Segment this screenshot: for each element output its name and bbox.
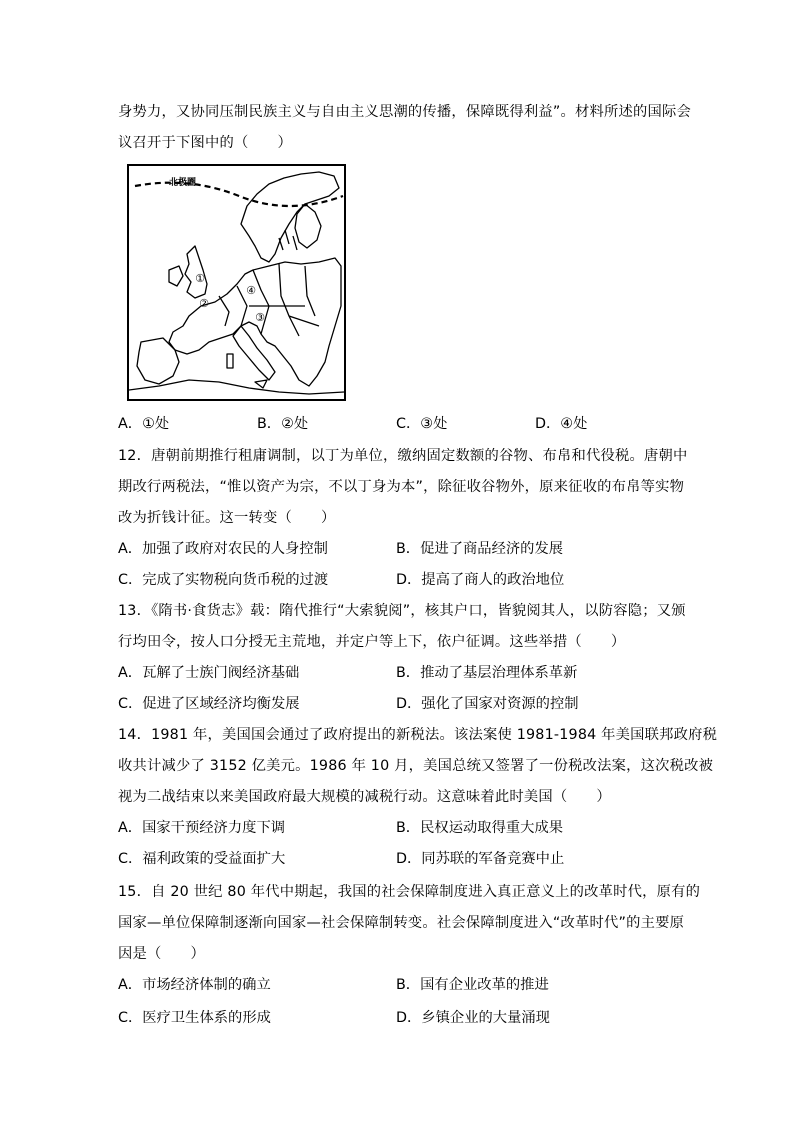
arctic-circle-line bbox=[135, 183, 343, 206]
map-marker-1: ① bbox=[195, 272, 205, 285]
iberia-outline bbox=[137, 338, 179, 384]
q14-option-d[interactable]: D．同苏联的军备竞赛中止 bbox=[396, 851, 565, 867]
europe-map bbox=[127, 164, 346, 401]
q15-option-d[interactable]: D．乡镇企业的大量涌现 bbox=[396, 1010, 550, 1026]
q11-option-a[interactable]: A．①处 bbox=[118, 416, 170, 432]
italy-outline bbox=[233, 326, 275, 380]
q14-stem-line-3: 视为二战结束以来美国政府最大规模的减税行动。这意味着此时美国（ ） bbox=[118, 789, 611, 805]
q12-option-b[interactable]: B．促进了商品经济的发展 bbox=[396, 541, 564, 557]
scandinavia-outline bbox=[241, 172, 339, 262]
q13-option-c[interactable]: C．促进了区域经济均衡发展 bbox=[118, 696, 300, 712]
q12-option-c[interactable]: C．完成了实物税向货币税的过渡 bbox=[118, 572, 329, 588]
q13-stem-line-2: 行均田令，按人口分授无主荒地，并定户等上下，依户征调。这些举措（ ） bbox=[118, 634, 626, 650]
q15-option-b[interactable]: B．国有企业改革的推进 bbox=[396, 977, 549, 993]
q12-stem-line-2: 期改行两税法，“惟以资产为宗，不以丁身为本”，除征收谷物外，原来征收的布帛等实物 bbox=[118, 479, 685, 495]
q12-option-a[interactable]: A．加强了政府对农民的人身控制 bbox=[118, 541, 328, 557]
map-marker-2: ② bbox=[199, 297, 209, 310]
finland-outline bbox=[295, 204, 321, 248]
q11-option-d[interactable]: D．④处 bbox=[535, 416, 588, 432]
q15-option-a[interactable]: A．市场经济体制的确立 bbox=[118, 977, 271, 993]
q12-option-d[interactable]: D．提高了商人的政治地位 bbox=[396, 572, 565, 588]
q14-stem-line-1: 14．1981 年，美国国会通过了政府提出的新税法。该法案使 1981-1984 年美国联邦政府税 bbox=[118, 727, 718, 743]
q15-option-c[interactable]: C．医疗卫生体系的形成 bbox=[118, 1010, 271, 1026]
q15-stem-line-3: 因是（ ） bbox=[118, 946, 205, 962]
q12-stem-line-1: 12．唐朝前期推行租庸调制，以丁为单位，缴纳固定数额的谷物、布帛和代役税。唐朝中 bbox=[118, 448, 688, 464]
q14-option-b[interactable]: B．民权运动取得重大成果 bbox=[396, 820, 564, 836]
q13-option-d[interactable]: D．强化了国家对资源的控制 bbox=[396, 696, 579, 712]
q13-stem-line-1: 13．《隋书·食货志》载：隋代推行“大索貌阅”，核其户口，皆貌阅其人，以防容隐；又颁 bbox=[118, 603, 686, 619]
sicily-outline bbox=[255, 380, 267, 388]
q13-option-b[interactable]: B．推动了基层治理体系革新 bbox=[396, 665, 578, 681]
arctic-circle-label: 北极圈 bbox=[169, 178, 197, 188]
q14-option-c[interactable]: C．福利政策的受益面扩大 bbox=[118, 851, 286, 867]
baltic-borders bbox=[279, 230, 297, 250]
sardinia-outline bbox=[227, 354, 233, 368]
map-marker-3: ③ bbox=[255, 311, 265, 324]
q15-stem-line-2: 国家—单位保障制逐渐向国家—社会保障制转变。社会保障制度进入“改革时代”的主要原 bbox=[118, 915, 685, 931]
q13-option-a[interactable]: A．瓦解了士族门阀经济基础 bbox=[118, 665, 300, 681]
q14-stem-line-2: 收共计减少了 3152 亿美元。1986 年 10 月，美国总统又签署了一份税改法案，这次税改被 bbox=[118, 758, 714, 774]
q11-option-c[interactable]: C．③处 bbox=[396, 416, 448, 432]
q12-stem-line-3: 改为折钱计征。这一转变（ ） bbox=[118, 510, 336, 526]
q14-option-a[interactable]: A．国家干预经济力度下调 bbox=[118, 820, 286, 836]
q15-stem-line-1: 15．自 20 世纪 80 年代中期起，我国的社会保障制度进入真正意义上的改革时代，原有的 bbox=[118, 884, 701, 900]
map-marker-4: ④ bbox=[246, 284, 256, 297]
europe-map-drawing bbox=[129, 166, 344, 399]
q11-stem-line-2: 议召开于下图中的（ ） bbox=[118, 135, 292, 151]
q11-option-b[interactable]: B．②处 bbox=[257, 416, 309, 432]
internal-borders bbox=[219, 264, 319, 336]
ireland-outline bbox=[169, 266, 183, 286]
q11-stem-line-1: 身势力，又协同压制民族主义与自由主义思潮的传播，保障既得利益”。材料所述的国际会 bbox=[118, 104, 691, 120]
